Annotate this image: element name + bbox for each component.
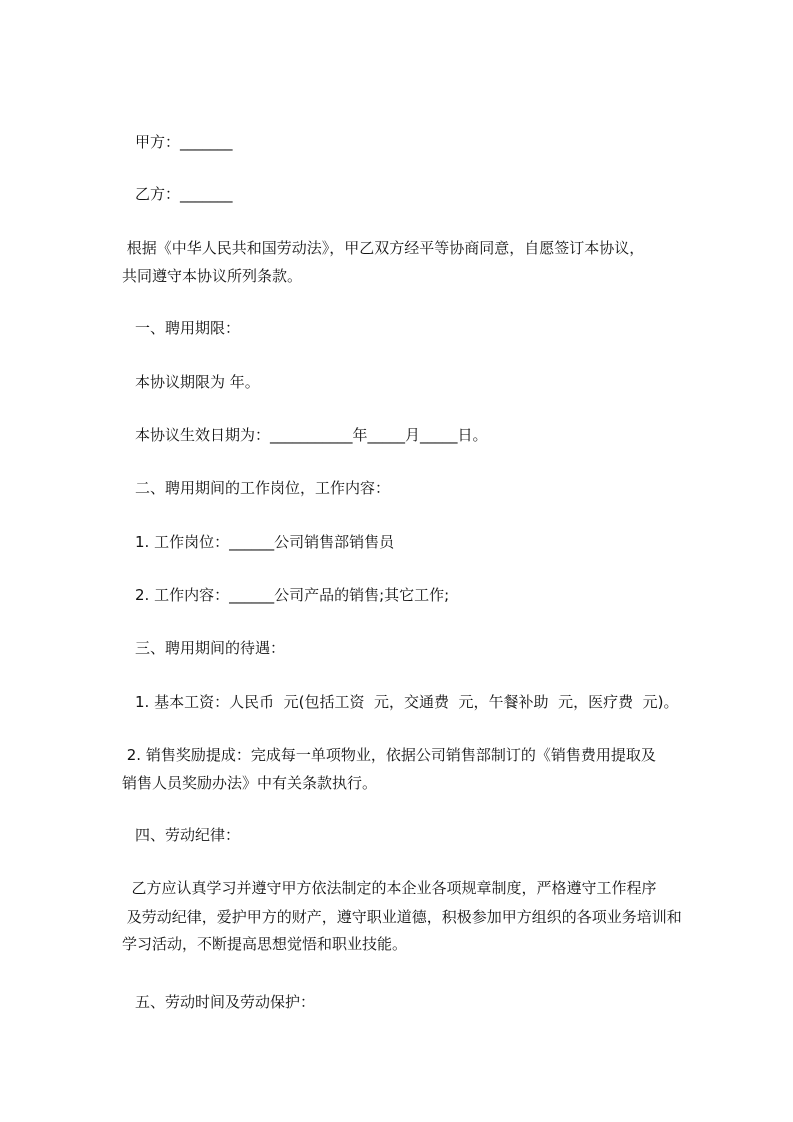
preamble-line-2: 共同遵守本协议所列条款。 [122,267,303,285]
preamble-line-1: 根据《中华人民共和国劳动法》，甲乙双方经平等协商同意，自愿签订本协议， [122,239,645,257]
base-salary-item: 1. 基本工资：人民币 元(包括工资 元，交通费 元，午餐补助 元，医疗费 元)。 [135,693,679,711]
sales-bonus-line-2: 销售人员奖励办法》中有关条款执行。 [122,774,378,792]
discipline-line-3: 学习活动，不断提高思想觉悟和职业技能。 [122,935,408,953]
discipline-line-2: 及劳动纪律，爱护甲方的财产，遵守职业道德，积极参加甲方组织的各项业务培训和 [122,908,682,926]
sales-bonus-line-1: 2. 销售奖励提成：完成每一单项物业，依据公司销售部制订的《销售费用提取及 [122,746,656,764]
job-content-item: 2. 工作内容：______公司产品的销售;其它工作; [135,586,450,604]
section-5-heading: 五、劳动时间及劳动保护： [135,993,316,1011]
discipline-line-1: 乙方应认真学习并遵守甲方依法制定的本企业各项规章制度，严格遵守工作程序 [122,879,657,897]
section-1-heading: 一、聘用期限： [135,319,241,337]
party-b-line: 乙方：_______ [135,185,233,203]
section-2-heading: 二、聘用期间的工作岗位，工作内容： [135,479,391,497]
term-line: 本协议期限为 年。 [135,373,260,391]
section-4-heading: 四、劳动纪律： [135,826,241,844]
section-3-heading: 三、聘用期间的待遇： [135,639,286,657]
job-position-item: 1. 工作岗位：______公司销售部销售员 [135,533,395,551]
effective-date-line: 本协议生效日期为：___________年_____月_____日。 [135,426,488,444]
party-a-line: 甲方：_______ [135,133,233,151]
